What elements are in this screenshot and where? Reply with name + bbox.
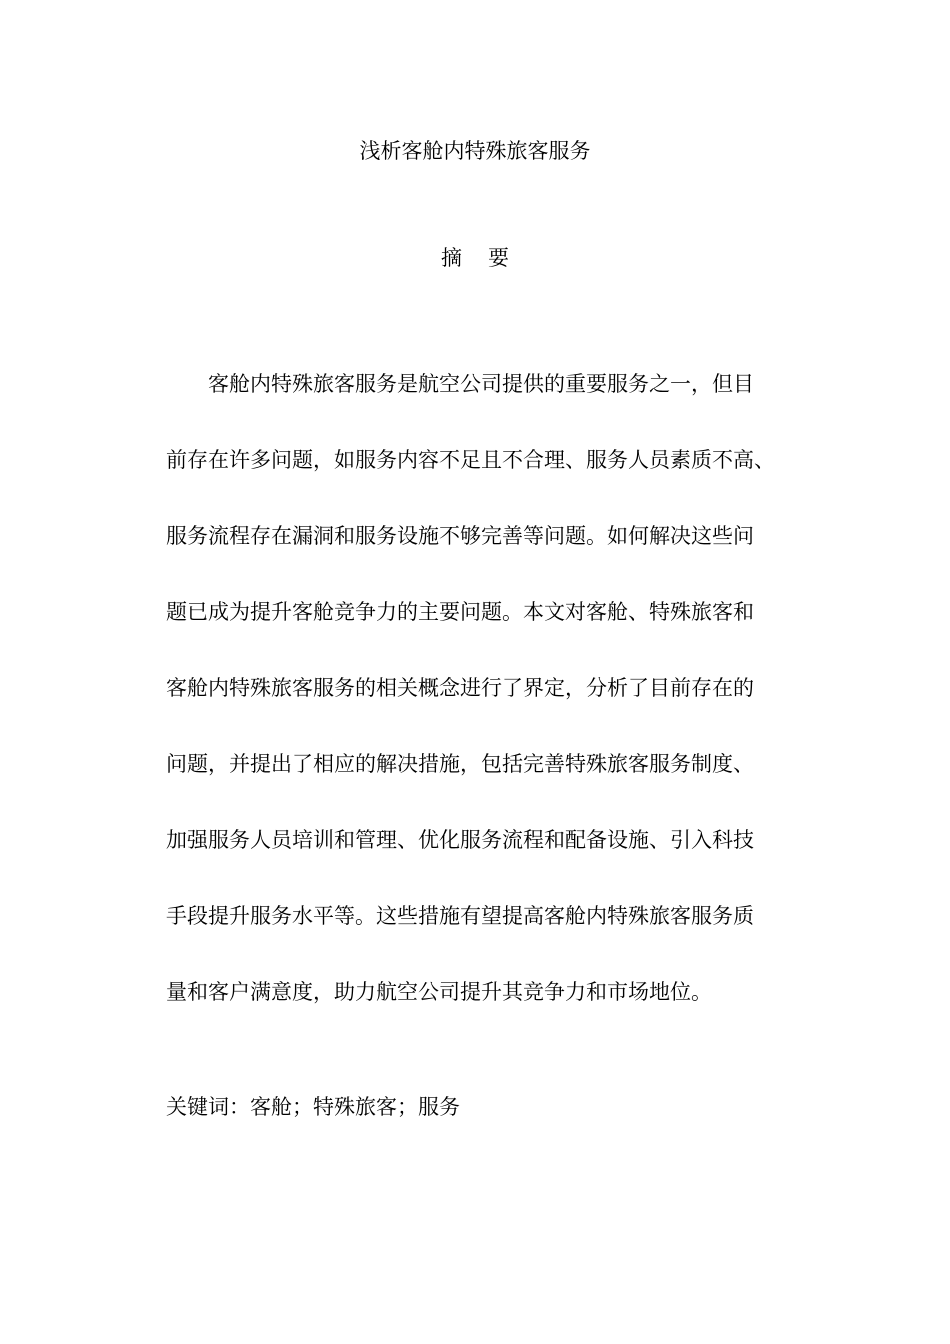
abstract-line: 前存在许多问题，如服务内容不足且不合理、服务人员素质不高、 (166, 448, 775, 472)
page-title: 浅析客舱内特殊旅客服务 (359, 139, 591, 163)
abstract-line: 服务流程存在漏洞和服务设施不够完善等问题。如何解决这些问 (166, 524, 754, 548)
keywords-value: 客舱；特殊旅客；服务 (250, 1095, 460, 1119)
abstract-heading-part2: 要 (488, 246, 509, 270)
abstract-line: 题已成为提升客舱竞争力的主要问题。本文对客舱、特殊旅客和 (166, 600, 754, 624)
abstract-line: 客舱内特殊旅客服务的相关概念进行了界定，分析了目前存在的 (166, 676, 754, 700)
abstract-line: 手段提升服务水平等。这些措施有望提高客舱内特殊旅客服务质 (166, 904, 754, 928)
abstract-heading-part1: 摘 (441, 246, 462, 270)
abstract-body (166, 366, 806, 1050)
abstract-line: 问题，并提出了相应的解决措施，包括完善特殊旅客服务制度、 (166, 752, 754, 776)
abstract-line: 客舱内特殊旅客服务是航空公司提供的重要服务之一，但目 (208, 372, 754, 396)
abstract-line: 量和客户满意度，助力航空公司提升其竞争力和市场地位。 (166, 980, 712, 1004)
abstract-heading (0, 243, 950, 273)
keywords (166, 1092, 460, 1122)
abstract-line: 加强服务人员培训和管理、优化服务流程和配备设施、引入科技 (166, 828, 754, 852)
keywords-label: 关键词： (166, 1095, 250, 1119)
